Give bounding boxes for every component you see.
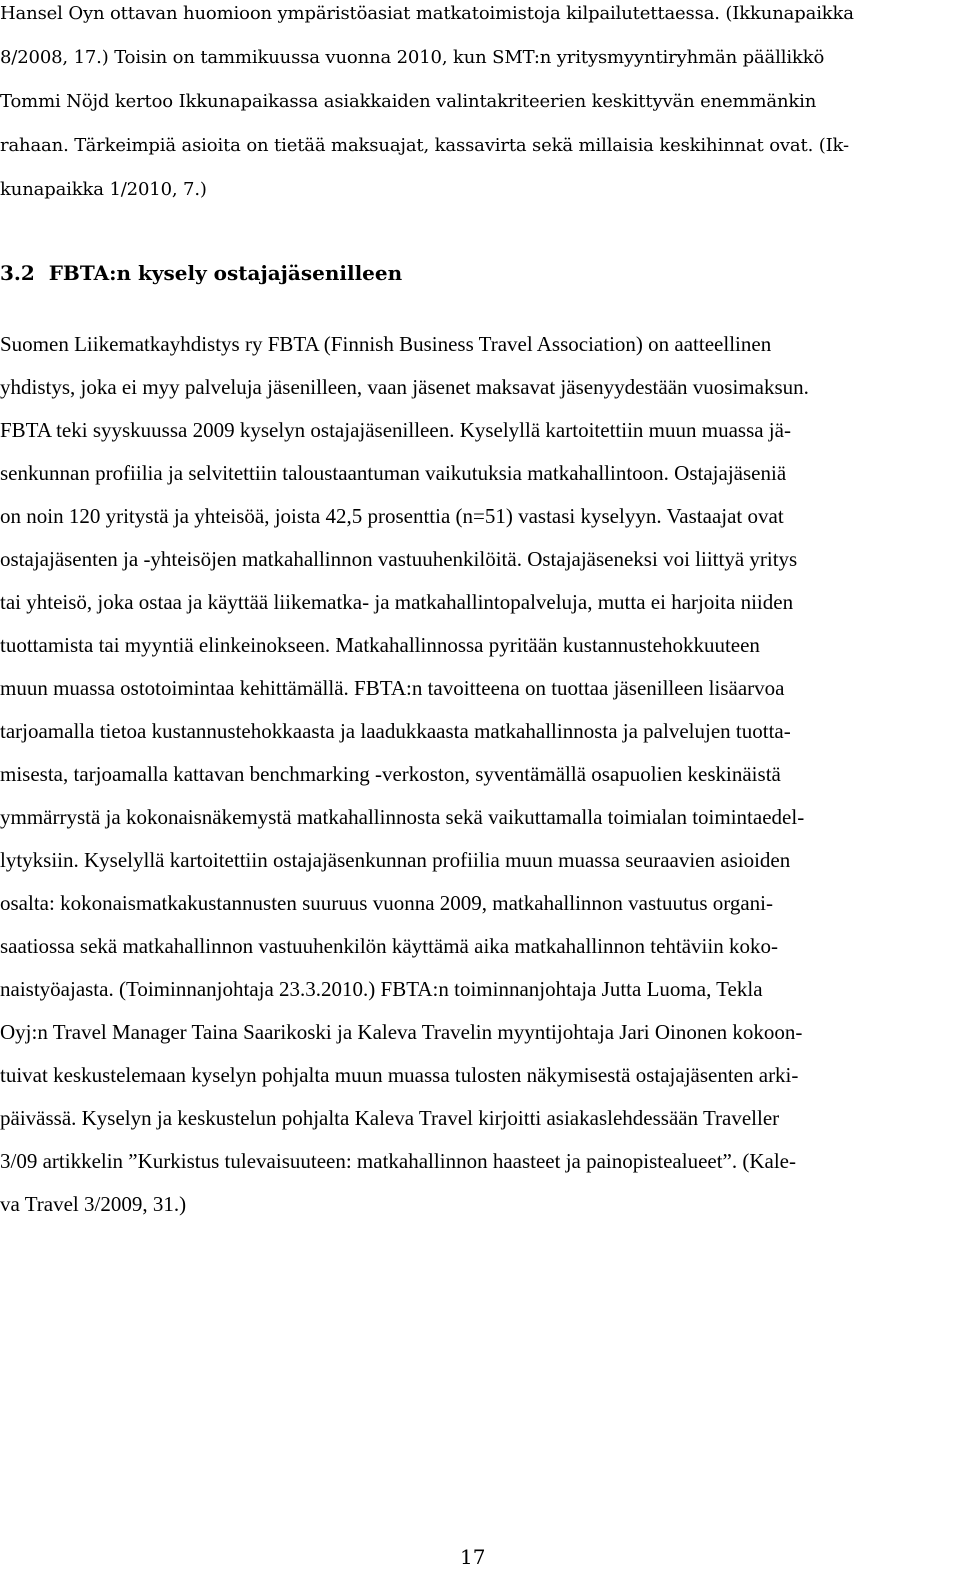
page-number: 17 [460, 1545, 486, 1569]
intro-line-2: 8/2008, 17.) Toisin on tammikuussa vuonna 2010, kun SMT:n yritysmyyntiryhmän päällikkö [0, 47, 825, 68]
body-line-10: tarjoamalla tietoa kustannustehokkaasta ja laadukkaasta matkahallinnosta ja palvelujen tuotta- [0, 719, 791, 743]
body-line-9: muun muassa ostotoimintaa kehittämällä. FBTA:n tavoitteena on tuottaa jäsenilleen lisäarvoa [0, 676, 785, 700]
body-line-2: yhdistys, joka ei myy palveluja jäsenilleen, vaan jäsenet maksavat jäsenyydestään vuosimaksun. [0, 375, 809, 399]
section-heading: 3.2 FBTA:n kysely ostajajäsenilleen [0, 261, 403, 285]
intro-line-5: kunapaikka 1/2010, 7.) [0, 179, 207, 200]
body-line-6: ostajajäsenten ja -yhteisöjen matkahallinnon vastuuhenkilöitä. Ostajajäseneksi voi liittyä yritys [0, 547, 798, 571]
body-line-7: tai yhteisö, joka ostaa ja käyttää liikematka- ja matkahallintopalveluja, mutta ei harjoita niiden [0, 590, 794, 614]
body-line-3: FBTA teki syyskuussa 2009 kyselyn ostajajäsenilleen. Kyselyllä kartoitettiin muun muassa jä- [0, 418, 791, 442]
body-line-12: ymmärrystä ja kokonaisnäkemystä matkahallinnosta sekä vaikuttamalla toimialan toimintaedel- [0, 805, 805, 829]
body-line-19: päivässä. Kyselyn ja keskustelun pohjalta Kaleva Travel kirjoitti asiakaslehdessään Traveller [0, 1106, 780, 1130]
intro-line-4: rahaan. Tärkeimpiä asioita on tietää maksuajat, kassavirta sekä millaisia keskihinnat ovat. (Ik- [0, 135, 849, 156]
body-line-5: on noin 120 yritystä ja yhteisöä, joista 42,5 prosenttia (n=51) vastasi kyselyyn. Vastaajat ovat [0, 504, 784, 528]
body-line-20: 3/09 artikkelin ”Kurkistus tulevaisuuteen: matkahallinnon haasteet ja painopistealueet”. (Kale- [0, 1149, 796, 1173]
intro-line-1: Hansel Oyn ottavan huomioon ympäristöasiat matkatoimistoja kilpailutettaessa. (Ikkunapaikka [0, 3, 854, 24]
body-line-14: osalta: kokonaismatkakustannusten suuruus vuonna 2009, matkahallinnon vastuutus organi- [0, 891, 774, 915]
body-line-17: Oyj:n Travel Manager Taina Saarikoski ja Kaleva Travelin myyntijohtaja Jari Oinonen kokoon- [0, 1020, 803, 1044]
body-line-11: misesta, tarjoamalla kattavan benchmarking -verkoston, syventämällä osapuolien keskinäistä [0, 762, 781, 786]
body-line-16: naistyöajasta. (Toiminnanjohtaja 23.3.2010.) FBTA:n toiminnanjohtaja Jutta Luoma, Tekla [0, 977, 763, 1001]
body-line-13: lytyksiin. Kyselyllä kartoitettiin ostajajäsenkunnan profiilia muun muassa seuraavien asioiden [0, 848, 791, 872]
intro-line-3: Tommi Nöjd kertoo Ikkunapaikassa asiakkaiden valintakriteerien keskittyvän enemmänkin [0, 91, 817, 112]
body-line-8: tuottamista tai myyntiä elinkeinokseen. Matkahallinnossa pyritään kustannustehokkuuteen [0, 633, 760, 657]
body-line-21: va Travel 3/2009, 31.) [0, 1192, 187, 1216]
body-line-4: senkunnan profiilia ja selvitettiin taloustaantuman vaikutuksia matkahallintoon. Ostajajäseniä [0, 461, 787, 485]
body-line-15: saatiossa sekä matkahallinnon vastuuhenkilön käyttämä aika matkahallinnon tehtäviin koko- [0, 934, 778, 958]
body-line-18: tuivat keskustelemaan kyselyn pohjalta muun muassa tulosten näkymisestä ostajajäsenten arki- [0, 1063, 799, 1087]
body-line-1: Suomen Liikematkayhdistys ry FBTA (Finnish Business Travel Association) on aatteellinen [0, 332, 772, 356]
